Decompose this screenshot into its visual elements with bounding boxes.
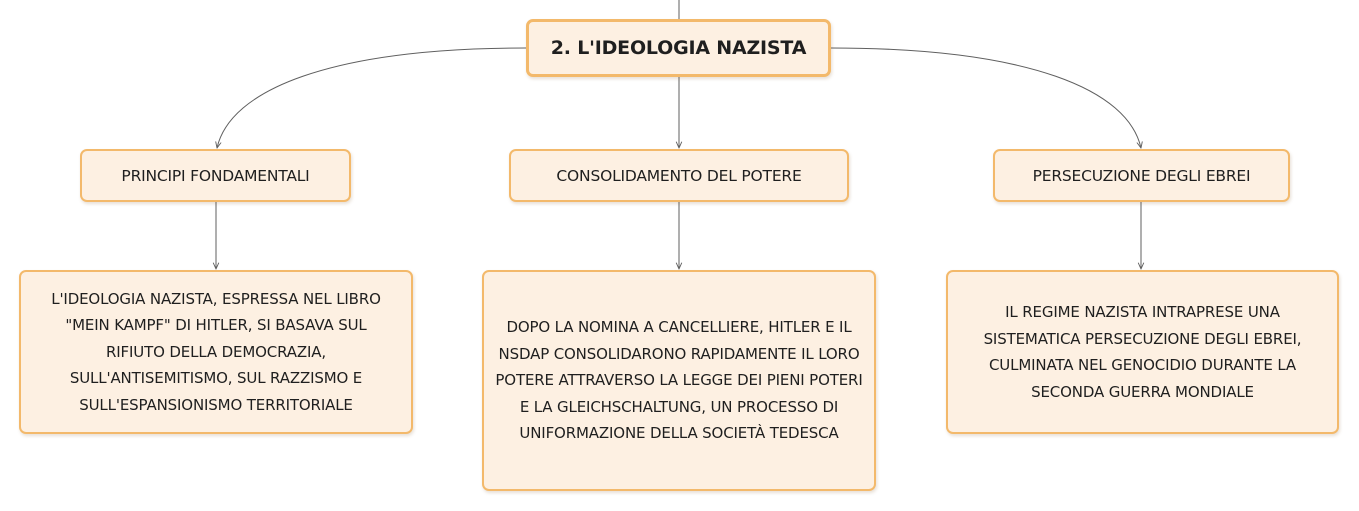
detail-principi-fondamentali[interactable] (19, 270, 413, 434)
root-topic-title: 2. L'IDEOLOGIA NAZISTA (550, 37, 807, 59)
detail-text: IL REGIME NAZISTA INTRAPRESE UNA SISTEMATICA PERSECUZIONE DEGLI EBREI, CULMINATA NEL GENOCIDIO DURANTE LA SECONDA GUERRA MONDIALE (983, 303, 1302, 401)
topic-persecuzione-degli-ebrei[interactable] (993, 149, 1290, 202)
root-topic-node[interactable] (526, 19, 831, 77)
connector-root-to-persecuzione (831, 48, 1141, 148)
detail-persecuzione-degli-ebrei[interactable] (946, 270, 1339, 434)
topic-label: PRINCIPI FONDAMENTALI (121, 166, 310, 185)
connector-root-to-principi (217, 48, 526, 148)
topic-label: PERSECUZIONE DEGLI EBREI (1032, 166, 1251, 185)
detail-text: DOPO LA NOMINA A CANCELLIERE, HITLER E IL NSDAP CONSOLIDARONO RAPIDAMENTE IL LORO POTERE ATTRAVERSO LA LEGGE DEI PIENI POTERI E LA GLEICHSCHALTUNG, UN PROCESSO DI UNIFORMAZIONE DELLA SOCIETÀ TEDESCA (495, 318, 863, 443)
topic-consolidamento-del-potere[interactable] (509, 149, 849, 202)
detail-text: L'IDEOLOGIA NAZISTA, ESPRESSA NEL LIBRO "MEIN KAMPF" DI HITLER, SI BASAVA SUL RIFIUTO DELLA DEMOCRAZIA, SULL'ANTISEMITISMO, SUL RAZZISMO E SULL'ESPANSIONISMO TERRITORIALE (51, 289, 381, 414)
topic-principi-fondamentali[interactable] (80, 149, 351, 202)
detail-consolidamento-del-potere[interactable] (482, 270, 876, 491)
topic-label: CONSOLIDAMENTO DEL POTERE (556, 166, 802, 185)
